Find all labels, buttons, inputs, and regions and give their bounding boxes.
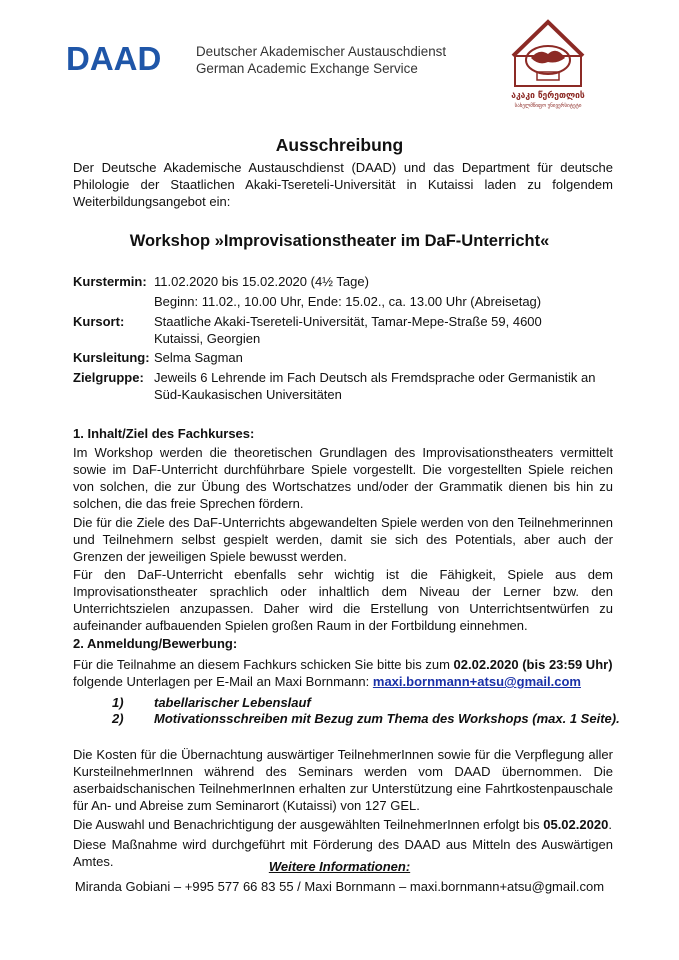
page-title: Ausschreibung bbox=[275, 135, 404, 155]
daad-logo: DAAD bbox=[66, 40, 162, 77]
section-2-heading: 2. Anmeldung/Bewerbung: bbox=[73, 636, 238, 651]
registration-text-a: Für die Teilnahme an diesem Fachkurs schicken Sie bitte bis zum bbox=[73, 657, 454, 672]
costs-paragraph: Die Kosten für die Übernachtung auswärtiger TeilnehmerInnen sowie für die Verpflegung aller KursteilnehmerInnen während des Seminars werden vom DAAD übernommen. Die aserbaidschanischen TeilnehmerInnen erhalten zur Unterstützung eine Fahrtkostenpauschale für An- und Abreise zum Seminarort (Kutaissi) von 127 GEL. bbox=[73, 747, 613, 813]
university-seal-icon bbox=[505, 16, 591, 112]
seal-line-2: სახელმწიფო უნივერსიტეტი bbox=[514, 103, 582, 109]
seal-line-1: აკაკი წერეთლის bbox=[511, 91, 585, 101]
zielgruppe-value: Jeweils 6 Lehrende im Fach Deutsch als Fremdsprache oder Germanistik an Süd-Kaukasischen Universitäten bbox=[154, 370, 596, 402]
section-1-paragraph-2: Die für die Ziele des DaF-Unterrichts abgewandelten Spiele werden von den Teilnehmerinnen und Teilnehmern selbst gespielt werden, damit sie sich des Potentials, aber auch der Grenzen der jeweiligen Spiele bewusst werden. bbox=[73, 515, 613, 564]
kursort-value: Staatliche Akaki-Tsereteli-Universität, Tamar-Mepe-Straße 59, 4600 Kutaissi, Georgien bbox=[154, 314, 542, 346]
selection-paragraph bbox=[73, 816, 613, 833]
deadline-date: 02.02.2020 (bis 23:59 Uhr) bbox=[453, 657, 613, 672]
daad-name-en: German Academic Exchange Service bbox=[196, 61, 418, 76]
selection-date: 05.02.2020 bbox=[543, 817, 609, 832]
zielgruppe-label: Zielgruppe: bbox=[73, 370, 144, 385]
selection-text: Die Auswahl und Benachrichtigung der ausgewählten TeilnehmerInnen erfolgt bis bbox=[73, 817, 544, 832]
kurstermin-time: Beginn: 11.02., 10.00 Uhr, Ende: 15.02., ca. 13.00 Uhr (Abreisetag) bbox=[154, 294, 542, 309]
kursleitung-value: Selma Sagman bbox=[154, 350, 243, 365]
section-2-paragraph-1 bbox=[73, 656, 613, 690]
daad-name-block bbox=[196, 43, 446, 77]
section-1-heading: 1. Inhalt/Ziel des Fachkurses: bbox=[73, 426, 255, 441]
list-item-2-number: 2) bbox=[112, 711, 124, 726]
daad-name-de: Deutscher Akademischer Austauschdienst bbox=[196, 44, 447, 59]
selection-end: . bbox=[608, 817, 612, 832]
kurstermin-value: 11.02.2020 bis 15.02.2020 (4½ Tage) bbox=[154, 274, 369, 289]
list-item-1-text: tabellarischer Lebenslauf bbox=[154, 695, 311, 710]
kursleitung-label: Kursleitung: bbox=[73, 350, 150, 365]
intro-paragraph: Der Deutsche Akademische Austauschdienst (DAAD) und das Department für deutsche Philologie der Staatlichen Akaki-Tsereteli-Universität in Kutaissi laden zu folgendem Weiterbildungsangebot ein: bbox=[73, 160, 613, 209]
list-item-1-number: 1) bbox=[112, 695, 124, 710]
kurstermin-label: Kurstermin: bbox=[73, 274, 147, 289]
contact-line: Miranda Gobiani – +995 577 66 83 55 / Maxi Bornmann – maxi.bornmann+atsu@gmail.com bbox=[74, 879, 605, 894]
workshop-title: Workshop »Improvisationstheater im DaF-Unterricht« bbox=[129, 232, 550, 250]
section-1-paragraph-3: Für den DaF-Unterricht ebenfalls sehr wichtig ist die Fähigkeit, Spiele aus dem Improvisationstheater sprachlich oder inhaltlich dem Niveau der Lerner bzw. den Unterrichtszielen anzupassen. Daher wird die Erstellung von Unterrichtsentwürfen zu aufeinander aufbauenden Spielen großen Raum in der Fortbildung einnehmen. bbox=[73, 567, 613, 633]
section-1-paragraph-1: Im Workshop werden die theoretischen Grundlagen des Improvisationstheaters vermittelt sowie im DaF-Unterricht durchführbare Spiele vorgestellt. Die vorgestellten Spiele reichen von solchen, die zur Übung des Wortschatzes und/oder der Grammatik dienen bis hin zu solchen, die das freie Sprechen fördern. bbox=[73, 445, 613, 511]
registration-text-b: folgende Unterlagen per E-Mail an Maxi Bornmann: bbox=[73, 674, 373, 689]
list-item-2-text: Motivationsschreiben mit Bezug zum Thema des Workshops (max. 1 Seite). bbox=[154, 711, 620, 726]
email-link[interactable]: maxi.bornmann+atsu@gmail.com bbox=[372, 674, 581, 689]
kursort-label: Kursort: bbox=[73, 314, 125, 329]
further-info-heading: Weitere Informationen: bbox=[268, 859, 411, 874]
funding-paragraph: Diese Maßnahme wird durchgeführt mit Förderung des DAAD aus Mitteln des Auswärtigen Amtes. bbox=[73, 837, 613, 869]
